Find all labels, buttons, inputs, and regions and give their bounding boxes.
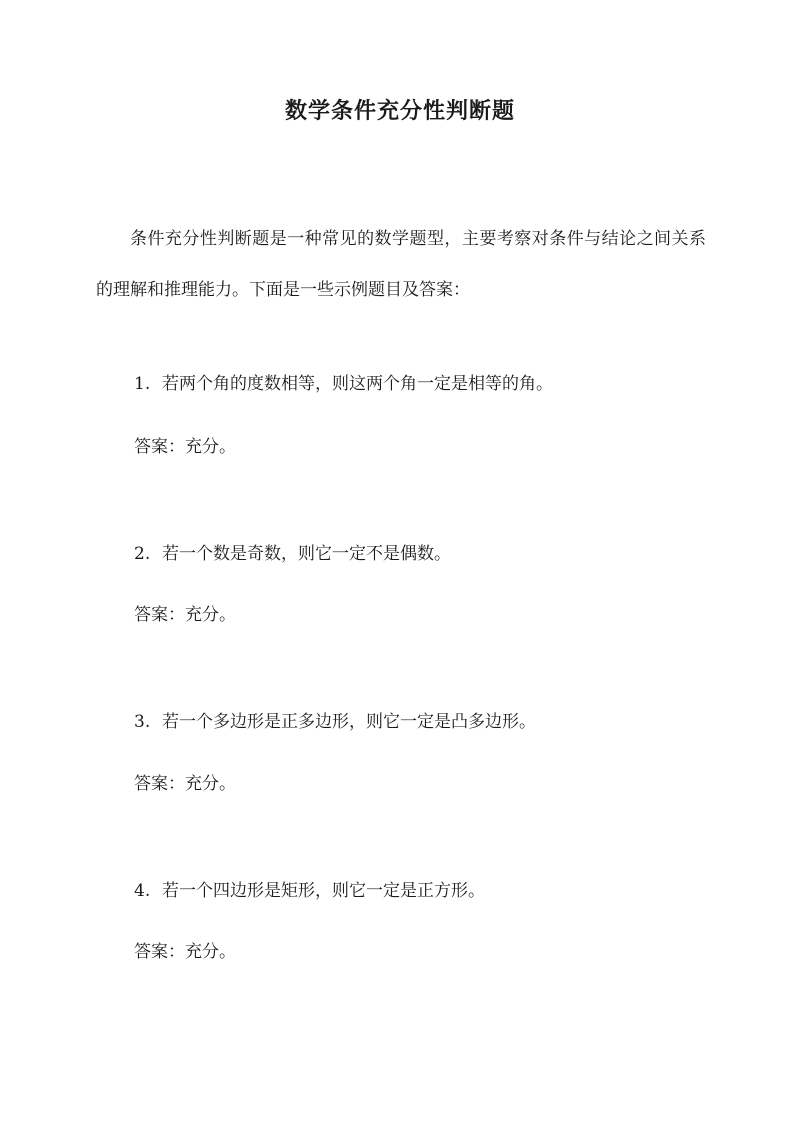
question-number: 4.	[134, 881, 151, 901]
question-4	[134, 877, 485, 905]
question-text: 若两个角的度数相等，则这两个角一定是相等的角。	[162, 374, 553, 394]
document-title: 数学条件充分性判断题	[284, 98, 515, 124]
question-text: 若一个四边形是矩形，则它一定是正方形。	[162, 881, 485, 901]
answer-4: 答案：充分。	[134, 942, 236, 962]
answer-1: 答案：充分。	[134, 437, 236, 457]
answer-3: 答案：充分。	[134, 774, 236, 794]
question-text: 若一个多边形是正多边形，则它一定是凸多边形。	[162, 712, 536, 732]
question-text: 若一个数是奇数，则它一定不是偶数。	[162, 544, 451, 564]
question-number: 1.	[134, 374, 151, 394]
question-1	[134, 370, 553, 398]
question-3	[134, 708, 536, 736]
answer-2: 答案：充分。	[134, 605, 236, 625]
question-2	[134, 540, 451, 568]
question-number: 2.	[134, 544, 151, 564]
intro-paragraph: 条件充分性判断题是一种常见的数学题型，主要考察对条件与结论之间关系的理解和推理能力。下面是一些示例题目及答案：	[96, 229, 706, 300]
question-number: 3.	[134, 712, 151, 732]
